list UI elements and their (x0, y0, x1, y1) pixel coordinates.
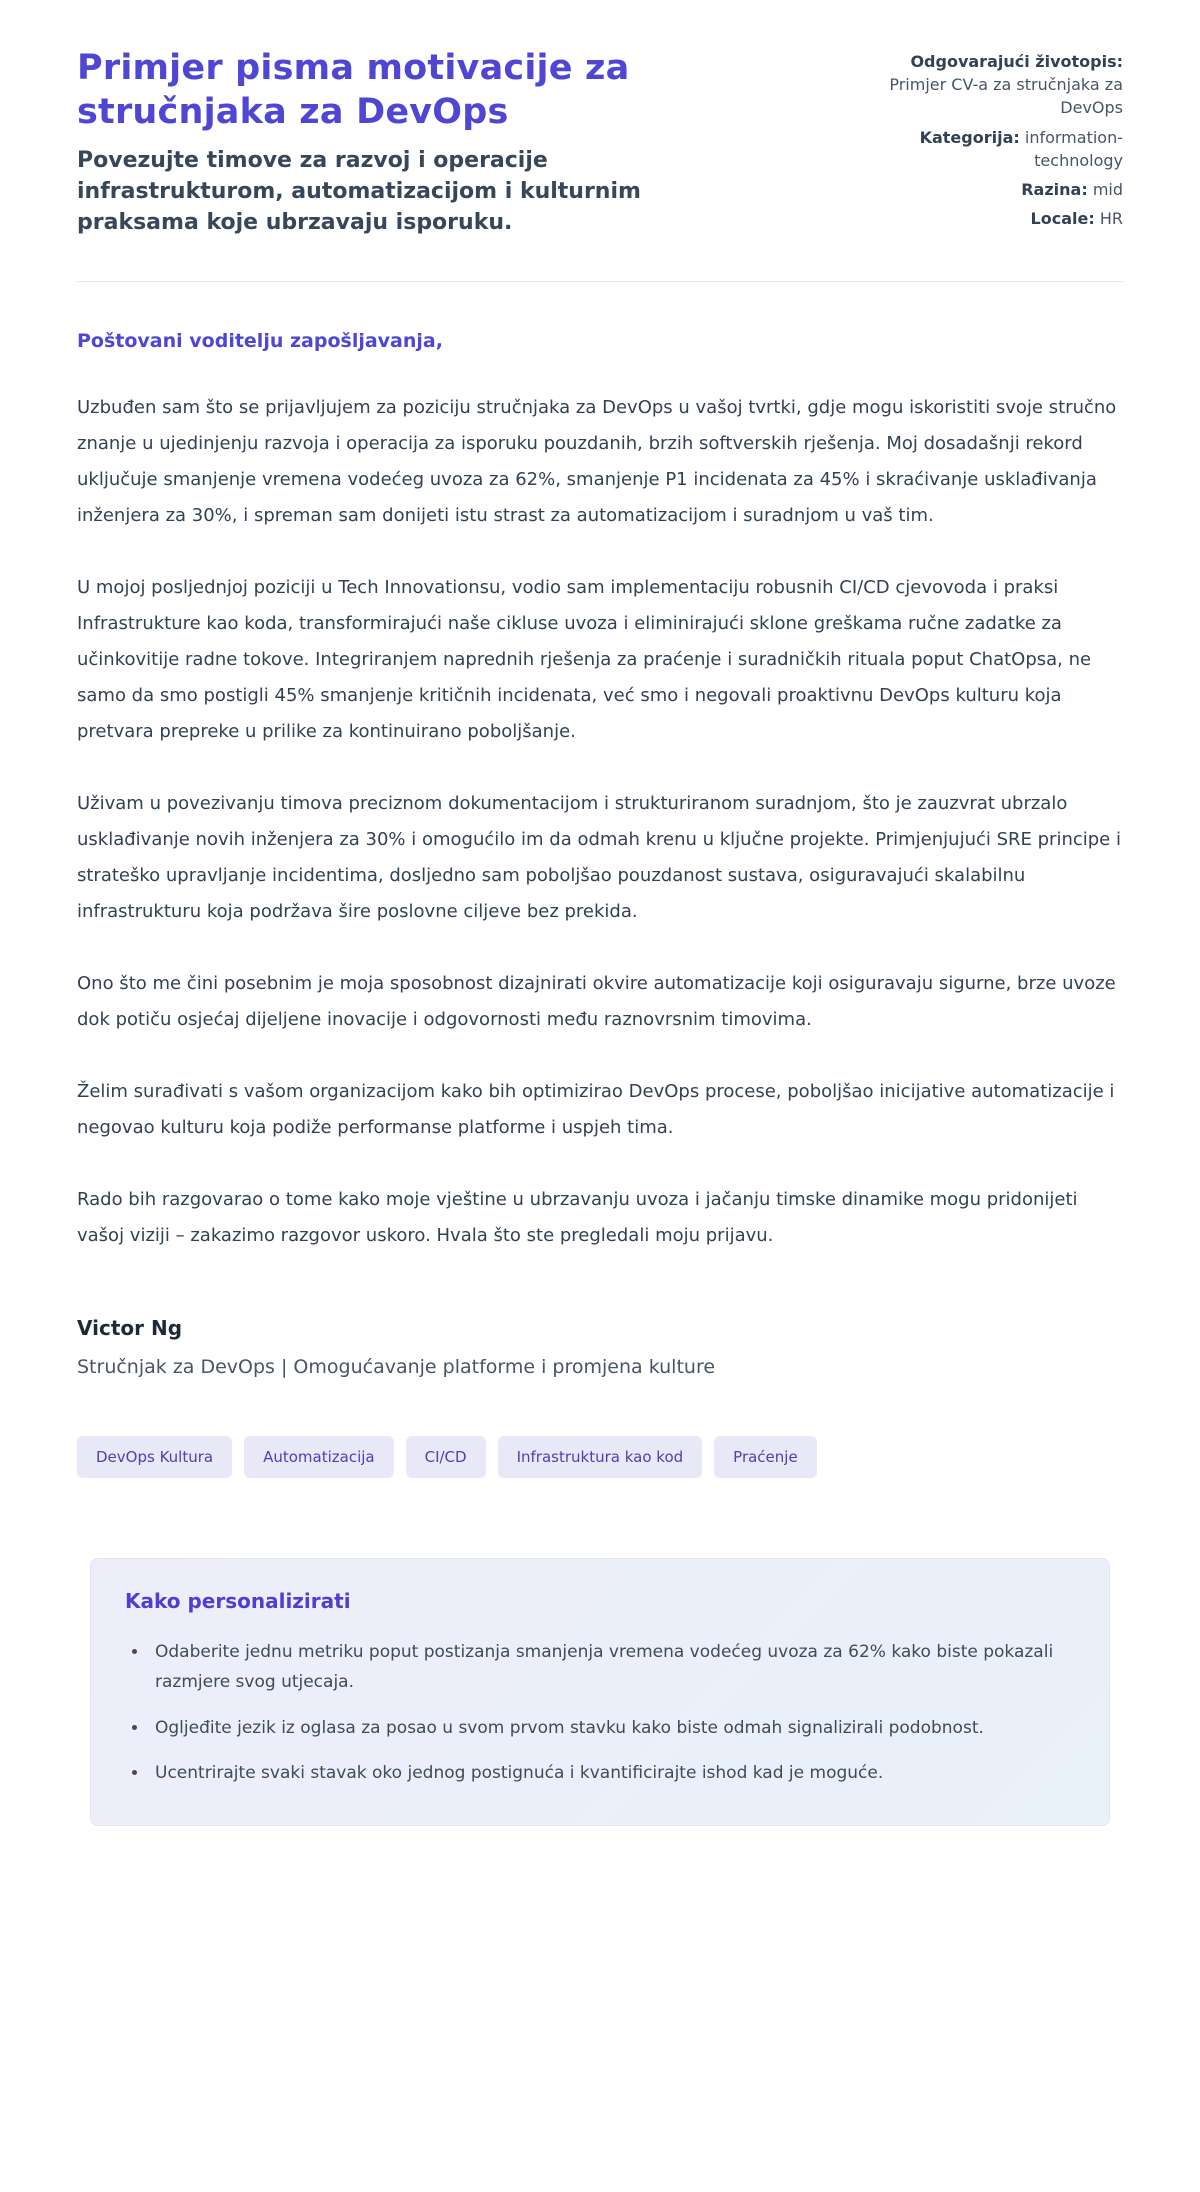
header-divider (77, 281, 1123, 282)
tag-list (77, 1436, 1123, 1478)
tag-infrastruktura-kao-kod: Infrastruktura kao kod (498, 1436, 703, 1478)
tip-item: • Odaberite jednu metriku poput postizanja smanjenja vremena vodećeg uvoza za 62% kako biste pokazali razmjere svog utjecaja. (149, 1637, 1075, 1698)
tag-pracenje: Praćenje (714, 1436, 817, 1478)
meta-panel (855, 46, 1123, 236)
meta-label: Locale: (1030, 209, 1095, 229)
tag-automatizacija: Automatizacija (244, 1436, 394, 1478)
letter-paragraph: U mojoj posljednjoj poziciji u Tech Innovationsu, vodio sam implementaciju robusnih CI/CD cjevovoda i praksi Infrastrukture kao koda, transformirajući naše cikluse uvoza i eliminirajući sklone greškama ručne zadatke za učinkovitije radne tokove. Integriranjem naprednih rješenja za praćenje i suradničkih rituala poput ChatOpsa, ne samo da smo postigli 45% smanjenje kritičnih incidenata, već smo i negovali proaktivnu DevOps kulturu koja pretvara prepreke u prilike za kontinuirano poboljšanje. (77, 576, 1092, 742)
meta-value: mid (1092, 179, 1123, 199)
letter-paragraph: Želim surađivati s vašom organizacijom kako bih optimizirao DevOps procese, poboljšao inicijative automatizacije i negovao kulturu koja podiže performanse platforme i uspjeh tima. (77, 1080, 1115, 1138)
tips-title: Kako personalizirati (125, 1588, 351, 1613)
letter-paragraph: Rado bih razgovarao o tome kako moje vještine u ubrzavanju uvoza i jačanju timske dinamike mogu pridonijeti vašoj viziji – zakazimo razgovor uskoro. Hvala što ste pregledali moju prijavu. (77, 1188, 1078, 1246)
signature-block (77, 1316, 1123, 1378)
meta-row-locale (855, 207, 1123, 230)
signature-name: Victor Ng (77, 1315, 183, 1340)
meta-row-matching-resume (855, 50, 1123, 120)
letter-paragraph: Uživam u povezivanju timova preciznom dokumentacijom i strukturiranom suradnjom, što je zauzvrat ubrzalo usklađivanje novih inženjera za 30% i omogućilo im da odmah krenu u ključne projekte. Primjenjujući SRE principe i strateško upravljanje incidentima, dosljedno sam poboljšao pouzdanost sustava, osiguravajući skalabilnu infrastrukturu koja podržava šire poslovne ciljeve bez prekida. (77, 792, 1121, 922)
meta-label: Razina: (1021, 179, 1088, 199)
content-container (77, 0, 1123, 1892)
letter-greeting: Poštovani voditelju zapošljavanja, (77, 329, 443, 352)
header (77, 46, 1123, 239)
signature-role: Stručnjak za DevOps | Omogućavanje platforme i promjena kulture (77, 1355, 716, 1378)
page-title: Primjer pisma motivacije za stručnjaka za DevOps (77, 48, 630, 133)
tag-cicd: CI/CD (406, 1436, 486, 1478)
meta-value: Primjer CV-a za stručnjaka za DevOps (889, 75, 1123, 118)
tip-item: • Ogljeđite jezik iz oglasa za posao u svom prvom stavku kako biste odmah signalizirali podobnost. (149, 1713, 1075, 1744)
meta-row-level (855, 178, 1123, 201)
meta-row-category (855, 126, 1123, 172)
tag-devops-kultura: DevOps Kultura (77, 1436, 232, 1478)
meta-value: information-technology (1024, 127, 1123, 170)
tip-item: • Ucentrirajte svaki stavak oko jednog postignuća i kvantificirajte ishod kad je moguće. (149, 1758, 1075, 1789)
header-title-block (77, 46, 677, 239)
cover-letter-body (77, 330, 1123, 1378)
letter-paragraph: Ono što me čini posebnim je moja sposobnost dizajnirati okvire automatizacije koji osiguravaju sigurne, brze uvoze dok potiču osjećaj dijeljene inovacije i odgovornosti među raznovrsnim timovima. (77, 972, 1116, 1030)
bottom-spacer (77, 1826, 1123, 1892)
letter-paragraph: Uzbuđen sam što se prijavljujem za poziciju stručnjaka za DevOps u vašoj tvrtki, gdje mogu iskoristiti svoje stručno znanje u ujedinjenju razvoja i operacija za isporuku pouzdanih, brzih softverskih rješenja. Moj dosadašnji rekord uključuje smanjenje vremena vodećeg uvoza za 62%, smanjenje P1 incidenata za 45% i skraćivanje usklađivanja inženjera za 30%, i spreman sam donijeti istu strast za automatizacijom i suradnjom u vaš tim. (77, 396, 1117, 526)
personalization-tips-box (90, 1558, 1110, 1826)
meta-value: HR (1099, 209, 1123, 229)
page-subtitle: Povezujte timove za razvoj i operacije infrastrukturom, automatizacijom i kulturnim praksama koje ubrzavaju isporuku. (77, 147, 641, 236)
meta-label: Odgovarajući životopis: (910, 52, 1123, 71)
tips-list (125, 1637, 1075, 1789)
meta-label: Kategorija: (919, 127, 1020, 147)
